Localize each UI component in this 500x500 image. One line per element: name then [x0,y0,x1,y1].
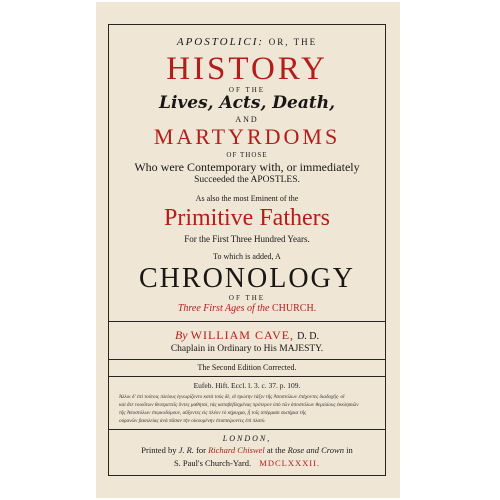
to-which-line: To which is added, A [213,252,281,261]
printer-name: J. R. [178,445,194,455]
title-page [96,2,400,498]
as-also-line: As also the most Eminent of the [195,194,299,203]
shop-sign: Rose and Crown [287,445,344,455]
author-name: WILLIAM CAVE, [190,328,295,342]
author-line [109,329,385,342]
divider-2 [109,359,385,360]
church-word: CHURCH. [271,303,317,314]
martyrdoms-heading: MARTYRDOMS [153,124,341,149]
apostolici-word: APOSTOLICI: [176,36,265,48]
and-line: AND [235,115,259,124]
london-line: LONDON, [222,434,272,443]
first-three-hundred-line: For the First Three Hundred Years. [184,234,310,244]
bookseller-name: Richard Chiswel [208,445,265,455]
divider-4 [109,429,385,430]
by-word: By [174,328,188,342]
three-first-ages-line [109,304,385,314]
of-the-line-1: OF THE [228,86,266,94]
churchyard-text: S. Paul's Church-Yard. [173,458,252,468]
greek-quotation [119,393,375,425]
greek-quote-line-4: οὐρανῶν βασιλείας ἀνὰ πᾶσαν τὴν οἰκουμένην ἐπισπείροντες ἐπὶ πλατύ. [119,418,266,424]
author-degree: D. D. [297,331,320,342]
of-the-line-2: OF THE [228,294,266,302]
title-page-border [108,24,386,476]
printed-by-word: Printed by [141,445,177,455]
churchyard-line [109,459,385,468]
in-word: in [346,445,353,455]
year-text: MDCLXXXII. [259,458,321,468]
at-the-word: at the [266,445,286,455]
history-heading: HISTORY [166,51,328,87]
chaplain-line: Chaplain in Ordinary to His MAJESTY. [170,344,324,354]
succeeded-line: Succeeded the APOSTLES. [194,175,300,185]
citation-line: Eufeb. Hift. Eccl. l. 3. c. 37. p. 109. [193,381,301,390]
primitive-fathers-heading: Primitive Fathers [164,205,330,231]
lives-acts-death: Lives, Acts, Death, [158,93,336,113]
printed-by-line [109,446,385,455]
greek-quote-line-1: Ἀλλοι δ' ἐπὶ τούτοις πλείους ἐγνωρίζοντο κατὰ τοὺς δὲ, οἳ πρώτην τάξιν τῆς Ἀποστόλων ἐπέχοντες διαδοχῆς· οἳ [119,394,345,400]
divider-1 [109,321,385,322]
edition-line: The Second Edition Corrected. [197,363,297,372]
greek-quote-line-3: τῆς Ἀποστόλων ἐπῳκοδόμουν, αὔξοντες εἰς πλέον τὸ κήρυγμα, ᾗ τοῖς σπέρμασι σωτήρια τῆς [119,410,307,416]
greek-quote-line-2: καὶ ἅτε τοιοῦτων θεοπρεπεῖς ὄντες μαθηταί, τὰς καταβεβλημένας πρότερον ὑπὸ τῶν ἀποστόλων θεμελίους ἐκκλησιῶν [119,402,359,408]
three-first-ages: Three First Ages of the [177,303,270,314]
line-apostolici [109,37,385,48]
divider-3 [109,376,385,377]
for-word: for [196,445,206,455]
or-the: OR, THE [268,37,318,47]
chronology-heading: CHRONOLOGY [139,263,355,294]
contemporary-line: Who were Contemporary with, or immediately [134,160,360,174]
of-those-line: OF THOSE [226,151,268,159]
